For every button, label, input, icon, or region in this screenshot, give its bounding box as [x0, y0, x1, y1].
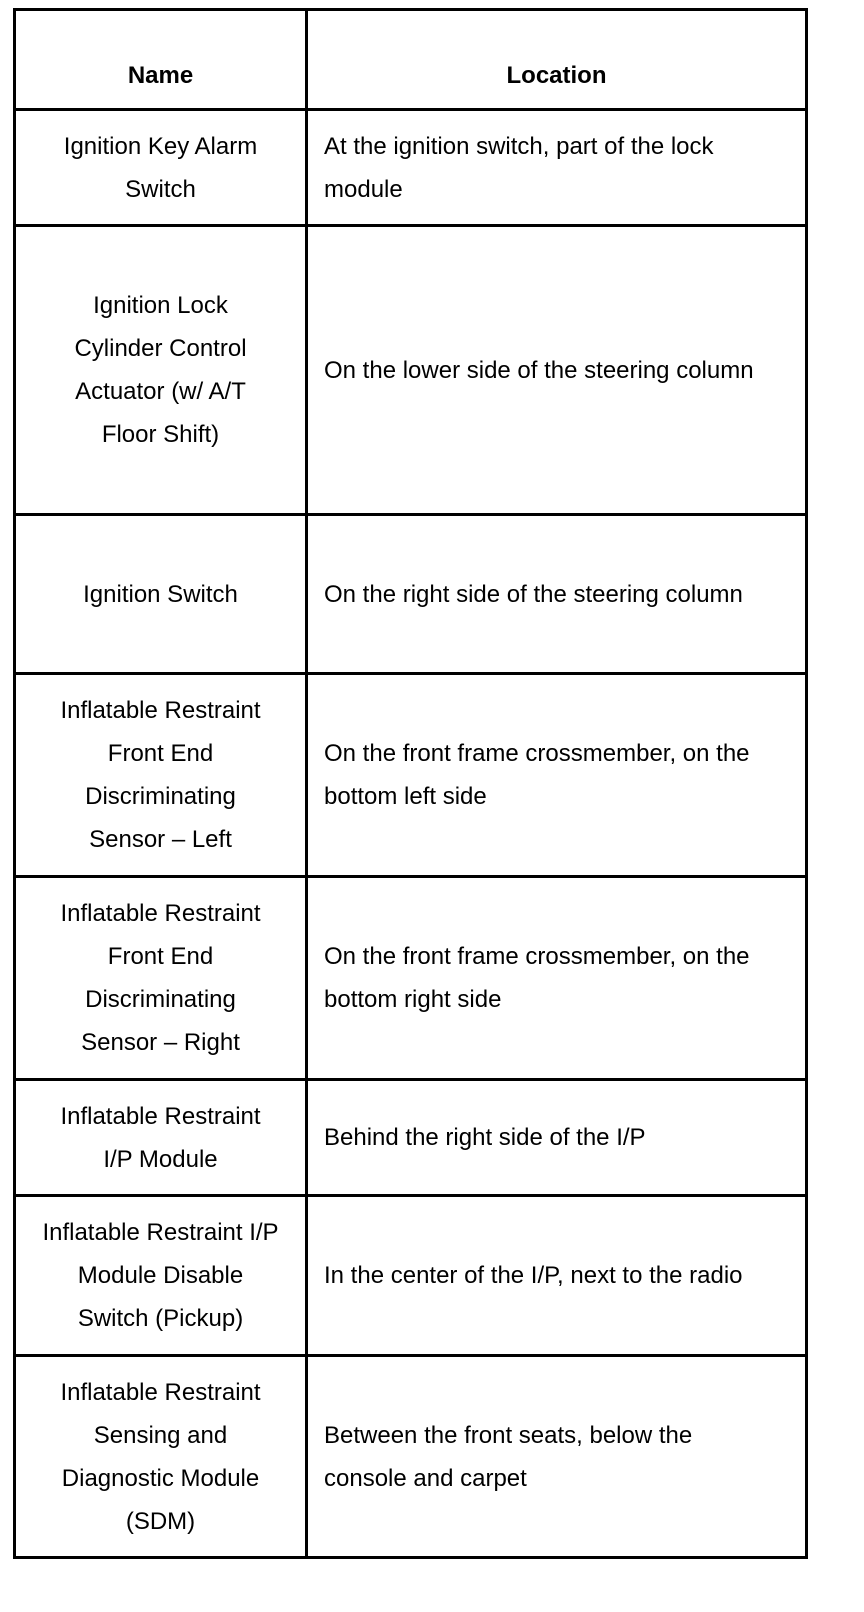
- component-location-table: [13, 8, 808, 1559]
- component-location-cell: On the right side of the steering column: [307, 515, 807, 674]
- component-name: Inflatable Restraint Front End Discriminating Sensor – Left: [60, 697, 261, 853]
- table-row: [15, 1356, 807, 1558]
- table-row: [15, 1196, 807, 1356]
- component-name: Inflatable Restraint Sensing and Diagnostic Module (SDM): [60, 1378, 261, 1535]
- component-name-cell: [15, 1356, 307, 1558]
- table-header-row: [15, 10, 807, 110]
- component-name-cell: [15, 1080, 307, 1196]
- component-name: Inflatable Restraint I/P Module: [60, 1102, 261, 1173]
- component-name: Inflatable Restraint Front End Discriminating Sensor – Right: [60, 900, 261, 1056]
- component-name-cell: [15, 674, 307, 877]
- component-location-cell: Behind the right side of the I/P: [307, 1080, 807, 1196]
- component-name-cell: [15, 110, 307, 226]
- component-name-cell: [15, 1196, 307, 1356]
- component-location-cell: In the center of the I/P, next to the radio: [307, 1196, 807, 1356]
- component-name-cell: [15, 226, 307, 515]
- component-name: Ignition Switch: [83, 580, 238, 608]
- component-location-cell: On the front frame crossmember, on the bottom right side: [307, 877, 807, 1080]
- component-location-cell: On the front frame crossmember, on the bottom left side: [307, 674, 807, 877]
- column-header-location: Location: [307, 10, 807, 110]
- table-row: [15, 110, 807, 226]
- component-name: Inflatable Restraint I/P Module Disable Switch (Pickup): [42, 1219, 279, 1332]
- table-row: [15, 1080, 807, 1196]
- component-name-cell: [15, 877, 307, 1080]
- component-location-cell: On the lower side of the steering column: [307, 226, 807, 515]
- component-location-table-frame: [13, 8, 805, 1559]
- component-location-cell: At the ignition switch, part of the lock module: [307, 110, 807, 226]
- component-name: Ignition Lock Cylinder Control Actuator (w/ A/T Floor Shift): [74, 292, 247, 448]
- table-row: [15, 674, 807, 877]
- table-row: [15, 515, 807, 674]
- component-name: Ignition Key Alarm Switch: [63, 132, 258, 203]
- component-name-cell: [15, 515, 307, 674]
- table-row: [15, 877, 807, 1080]
- table-row: [15, 226, 807, 515]
- column-header-name: Name: [15, 10, 307, 110]
- component-location-cell: Between the front seats, below the console and carpet: [307, 1356, 807, 1558]
